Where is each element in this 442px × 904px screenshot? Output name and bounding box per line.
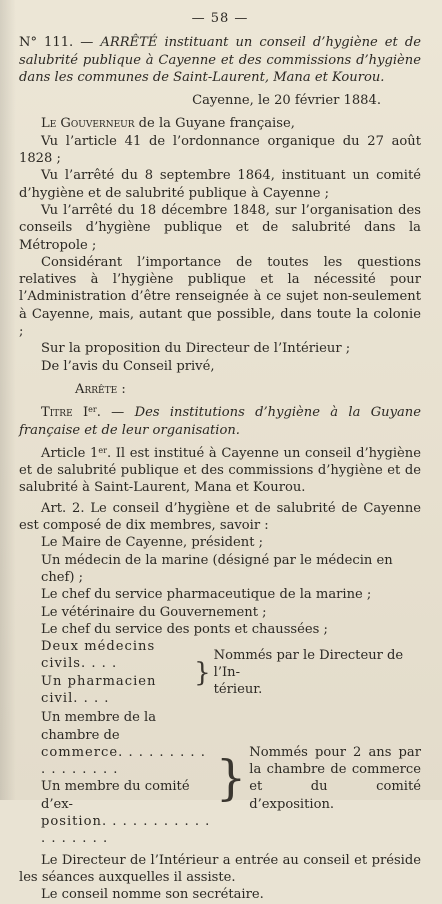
titre-text: — Des institutions d’hygiène à la Guyane française et de leur organisation. bbox=[19, 405, 421, 438]
vu-2: Vu l’arrêté du 8 septembre 1864, instituant un comité d’hygiène et de salubrité publique à Cayenne ; bbox=[19, 168, 421, 201]
article-1-lead: Article 1 bbox=[41, 445, 99, 461]
member-item: Le vétérinaire du Gouvernement ; bbox=[41, 604, 267, 620]
decree-header bbox=[19, 34, 421, 86]
gouverneur-lead: Le Gouverneur bbox=[41, 116, 135, 132]
group-2-right: Nommés pour 2 ans par la chambre de commerce et du comité d’exposition. bbox=[249, 744, 421, 812]
group-2-left-line: Un membre de la chambre de bbox=[41, 710, 157, 743]
large-brace-icon: } bbox=[215, 750, 247, 807]
arrete-heading: Arrête : bbox=[75, 381, 126, 397]
member-group-1 bbox=[19, 638, 421, 707]
decree-number: N° 111. bbox=[19, 35, 74, 51]
article-1-text: . Il est institué à Cayenne un conseil d’hygiène et de salubrité publique et des commissions d’hygiène et de salubrité à Saint-Laurent, Mana et Kourou. bbox=[19, 445, 421, 496]
gouverneur-rest: de la Guyane française, bbox=[134, 116, 295, 132]
gouverneur-line bbox=[19, 115, 421, 132]
considerant: Considérant l’importance de toutes les questions relatives à l’hygiène publique et la nécessité pour l’Administration d’être renseignée à ce sujet non-seulement à Cayenne, mais, autant que possible, dans toute la colonie ; bbox=[19, 254, 421, 340]
member-item: Le chef du service pharmaceutique de la marine ; bbox=[41, 587, 372, 603]
page-number: — 58 — bbox=[191, 11, 249, 26]
proposition: Sur la proposition du Directeur de l’Intérieur ; bbox=[41, 341, 351, 357]
group-2-left-line: Un membre du comité d’ex- bbox=[41, 779, 190, 812]
page-text bbox=[19, 10, 421, 904]
members-list bbox=[19, 534, 421, 638]
group-2-left-line: commerce. . . . . . . . . . . . . . . . . bbox=[41, 744, 206, 778]
avis: De l’avis du Conseil privé, bbox=[41, 358, 215, 374]
group-1-left-line: Un pharmacien civil. . . . bbox=[41, 673, 157, 706]
closing-1: Le Directeur de l’Intérieur a entrée au conseil et préside les séances auxquelles il assiste. bbox=[19, 852, 421, 885]
group-1-right-line: Nommés par le Directeur de l’In- bbox=[213, 647, 404, 681]
group-1-right-line: térieur. bbox=[213, 682, 263, 698]
brace-icon: } bbox=[194, 657, 211, 688]
dateline: Cayenne, le 20 février 1884. bbox=[192, 93, 381, 109]
closing-2: Le conseil nomme son secrétaire. bbox=[41, 887, 264, 903]
member-group-2 bbox=[19, 709, 421, 847]
titre-label-sup: er bbox=[88, 405, 97, 415]
vu-3: Vu l’arrêté du 18 décembre 1848, sur l’organisation des conseils d’hygiène publique et de salubrité dans la Métropole ; bbox=[19, 202, 421, 253]
article-1-sup: er bbox=[98, 445, 107, 455]
group-1-left-line: Deux médecins civils. . . . bbox=[41, 639, 156, 672]
member-item: Le chef du service des ponts et chaussées ; bbox=[41, 621, 328, 637]
titre-heading bbox=[19, 404, 421, 439]
titre-label: Titre I bbox=[41, 405, 89, 421]
group-2-left-line: position. . . . . . . . . . . . . . . . . . bbox=[41, 814, 211, 847]
decree-title: — ARRÊTÉ instituant un conseil d’hygiène et de salubrité publique à Cayenne et des commissions d’hygiène dans les communes de Saint-Laurent, Mana et Kourou. bbox=[19, 35, 421, 85]
vu-1: Vu l’article 41 de l’ordonnance organique du 27 août 1828 ; bbox=[19, 133, 421, 167]
member-item: Le Maire de Cayenne, président ; bbox=[41, 535, 264, 551]
member-item: Un médecin de la marine (désigné par le médecin en chef) ; bbox=[41, 552, 393, 585]
article-2: Art. 2. Le conseil d’hygiène et de salubrité de Cayenne est composé de dix membres, savoir : bbox=[19, 500, 421, 534]
article-1 bbox=[19, 445, 421, 497]
titre-label-end: . bbox=[96, 405, 101, 421]
